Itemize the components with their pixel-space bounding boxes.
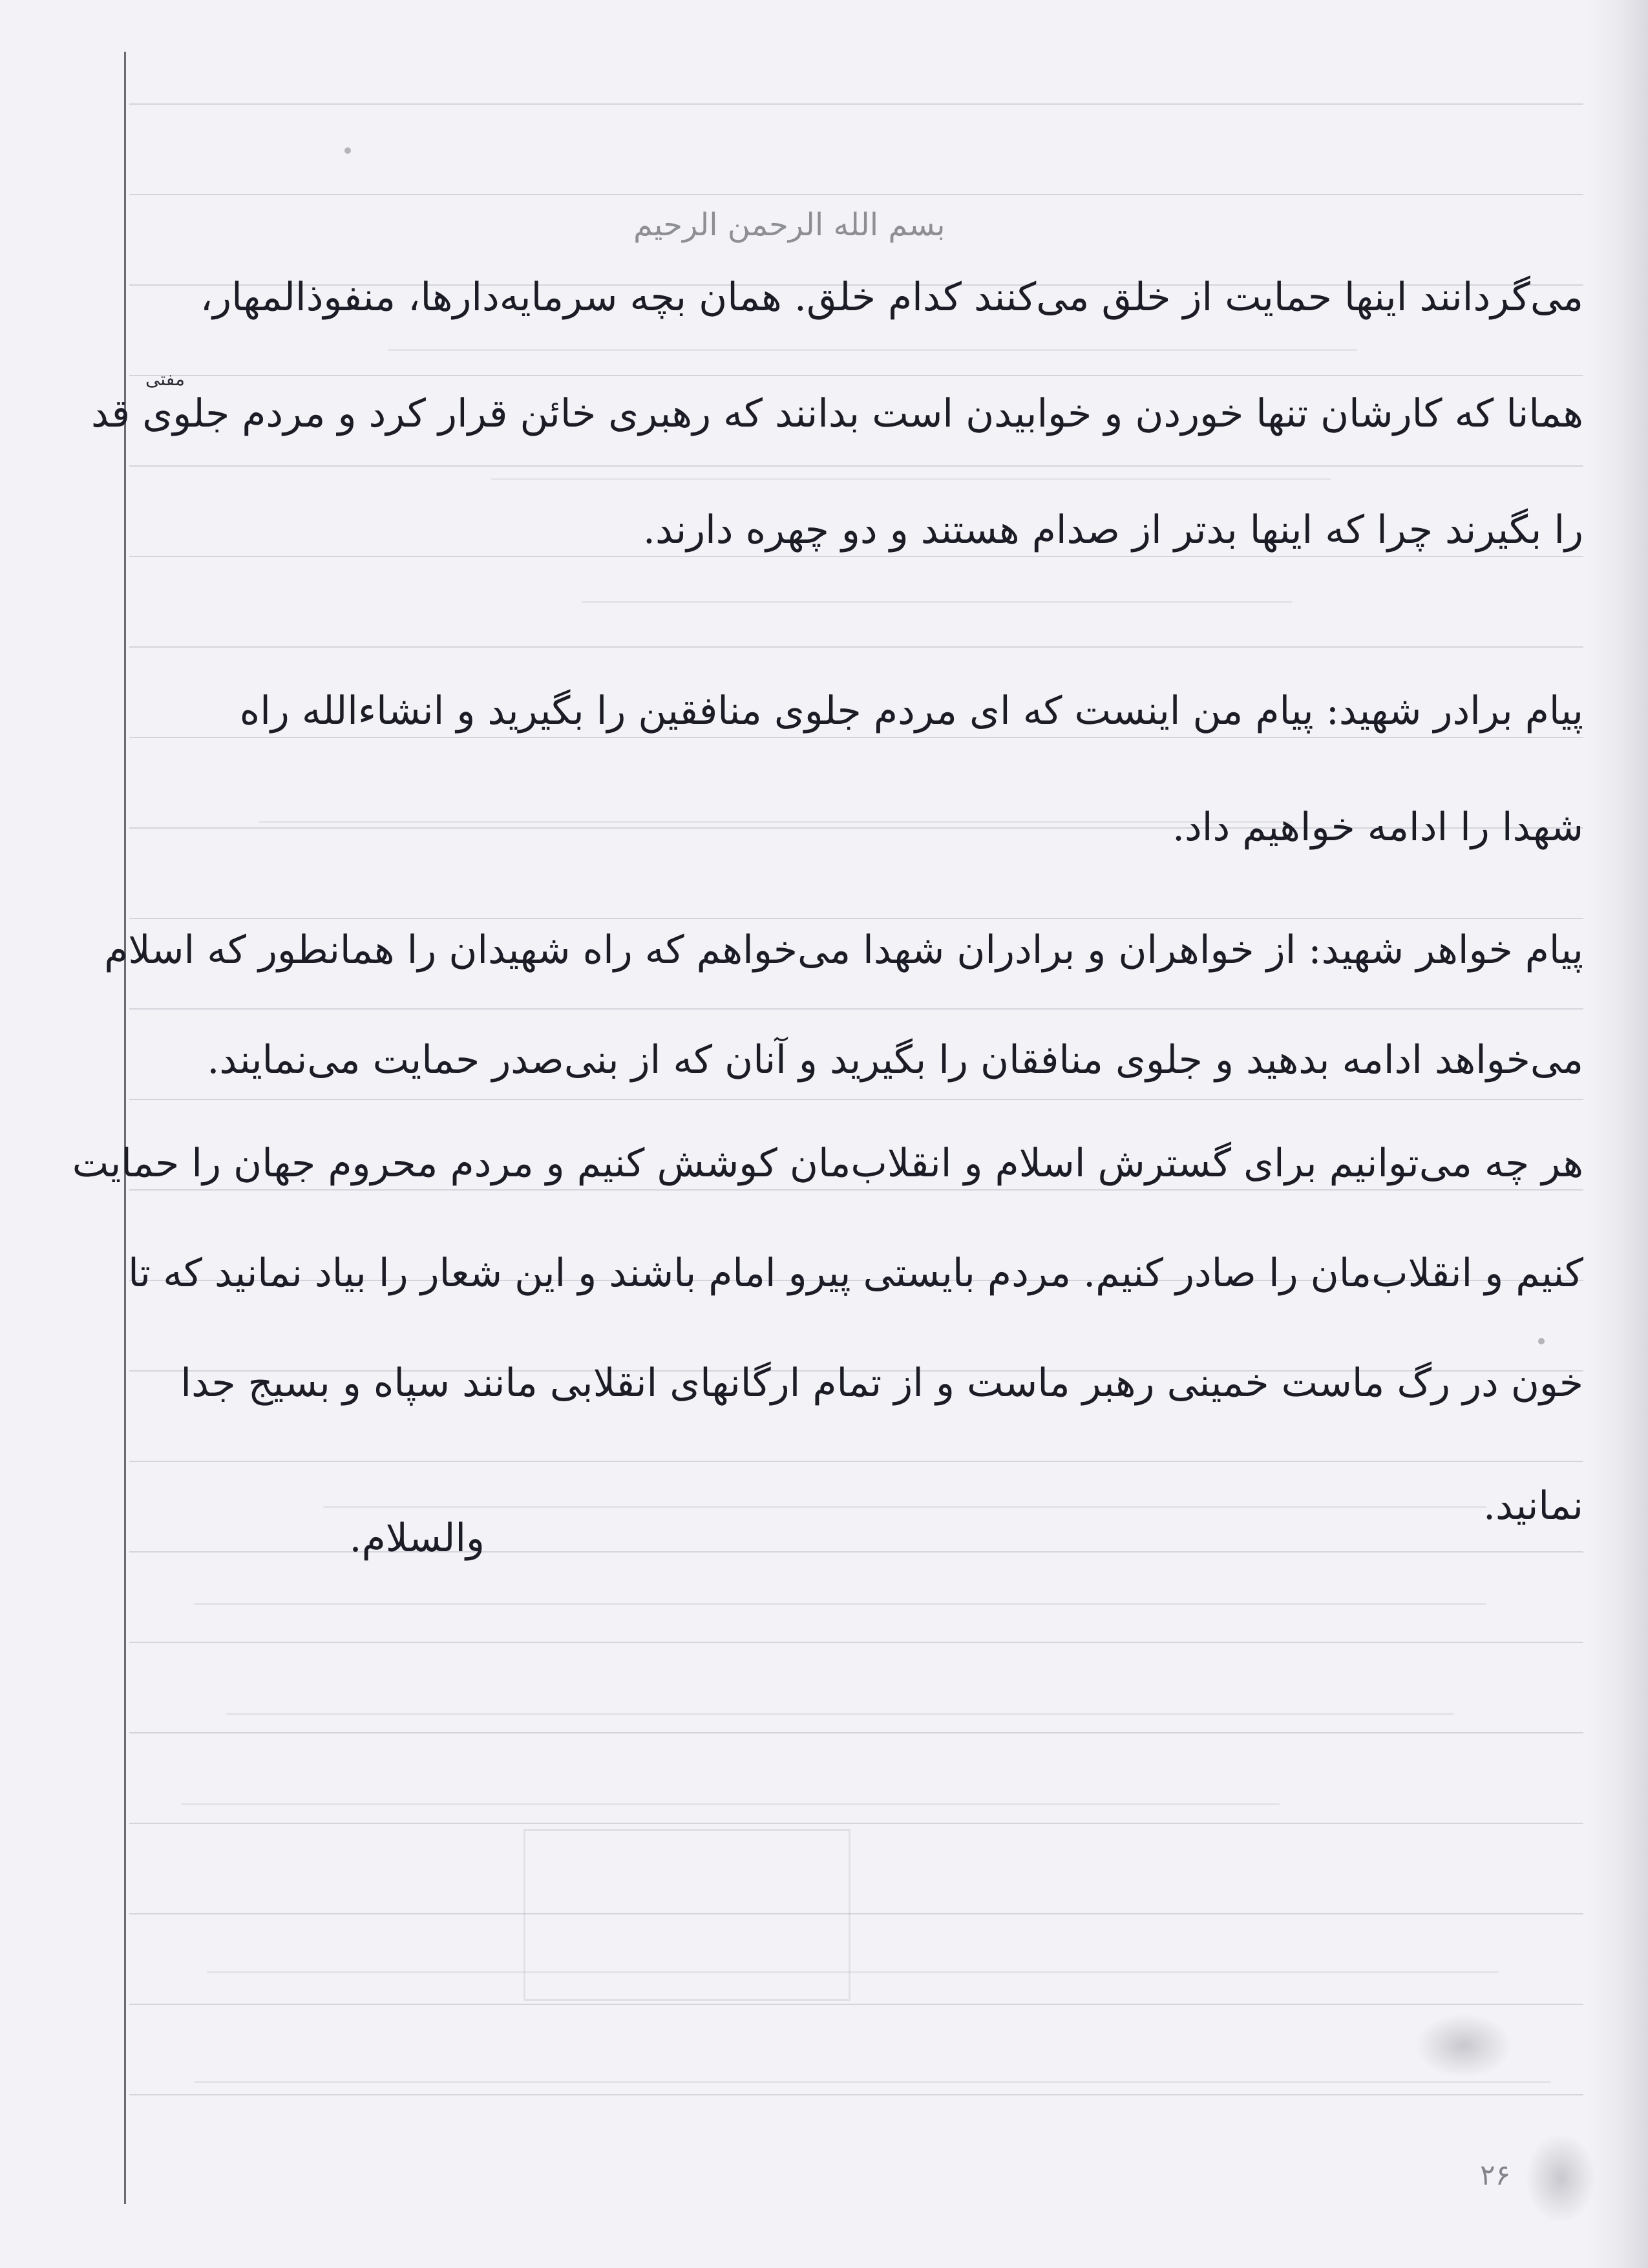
speck xyxy=(1538,1338,1545,1344)
rule-line xyxy=(129,2094,1583,2095)
text-line: هر چه می‌توانیم برای گسترش اسلام و انقلاب‌مان کوشش کنیم و مردم محروم جهان را حمایت xyxy=(72,1141,1583,1186)
text-line: پیام برادر شهید: پیام من اینست که ای مردم جلوی منافقین را بگیرید و انشاءالله راه xyxy=(239,688,1583,734)
bleed-through xyxy=(181,1803,1280,1805)
rule-line xyxy=(129,1189,1583,1191)
rule-line xyxy=(129,1008,1583,1010)
bleed-through-box xyxy=(523,1829,850,2001)
rule-line xyxy=(129,103,1583,105)
text-line: شهدا را ادامه خواهیم داد. xyxy=(1172,805,1583,850)
text-line: همانا که کارشان تنها خوردن و خوابیدن است بدانند که رهبری خائن قرار کرد و مردم جلوی قد xyxy=(91,391,1583,436)
rule-line xyxy=(129,1461,1583,1462)
bleed-through xyxy=(491,478,1331,480)
rule-line xyxy=(129,1732,1583,1733)
bleed-through xyxy=(226,1713,1454,1715)
smudge xyxy=(1525,2133,1596,2223)
rule-line xyxy=(129,737,1583,738)
bleed-through xyxy=(388,349,1357,351)
rule-line xyxy=(129,1099,1583,1100)
faded-header: بسم الله الرحمن الرحیم xyxy=(633,207,945,243)
bleed-through xyxy=(194,2081,1551,2083)
closing-line: والسلام. xyxy=(349,1516,485,1561)
rule-line xyxy=(129,1551,1583,1553)
bleed-through xyxy=(194,1603,1486,1605)
rule-line xyxy=(129,556,1583,557)
margin-rule xyxy=(124,52,126,2204)
text-line: می‌خواهد ادامه بدهید و جلوی منافقان را بگیرید و آنان که از بنی‌صدر حمایت می‌نمایند. xyxy=(207,1037,1583,1083)
page-marker: ۲۶ xyxy=(1480,2159,1511,2192)
text-line: نمانید. xyxy=(1483,1483,1583,1529)
text-line: می‌گردانند اینها حمایت از خلق می‌کنند کدام خلق. همان بچه سرمایه‌دارها، منفوذالمهار، xyxy=(200,275,1583,320)
rule-line xyxy=(129,646,1583,648)
rule-line xyxy=(129,2004,1583,2005)
text-line: کنیم و انقلاب‌مان را صادر کنیم. مردم بایستی پیرو امام باشند و این شعار را بیاد نمانید که تا xyxy=(128,1251,1583,1296)
bleed-through xyxy=(207,1971,1499,1973)
smudge xyxy=(1415,2013,1512,2078)
rule-line xyxy=(129,918,1583,919)
rule-line xyxy=(129,465,1583,467)
text-line: پیام خواهر شهید: از خواهران و برادران شهدا می‌خواهم که راه شهیدان را همانطور که اسلام xyxy=(104,927,1583,973)
rule-line xyxy=(129,375,1583,376)
rule-line xyxy=(129,1642,1583,1643)
text-line: خون در رگ ماست خمینی رهبر ماست و از تمام ارگانهای انقلابی مانند سپاه و بسیج جدا xyxy=(180,1361,1583,1406)
speck xyxy=(344,147,351,154)
rule-line xyxy=(129,1823,1583,1824)
rule-line xyxy=(129,194,1583,195)
bleed-through xyxy=(582,601,1293,603)
margin-note: مفتی xyxy=(145,368,185,390)
rule-line xyxy=(129,1913,1583,1914)
scan-shadow-edge xyxy=(1587,0,1648,2268)
text-line: را بگیرند چرا که اینها بدتر از صدام هستند و دو چهره دارند. xyxy=(642,507,1583,553)
